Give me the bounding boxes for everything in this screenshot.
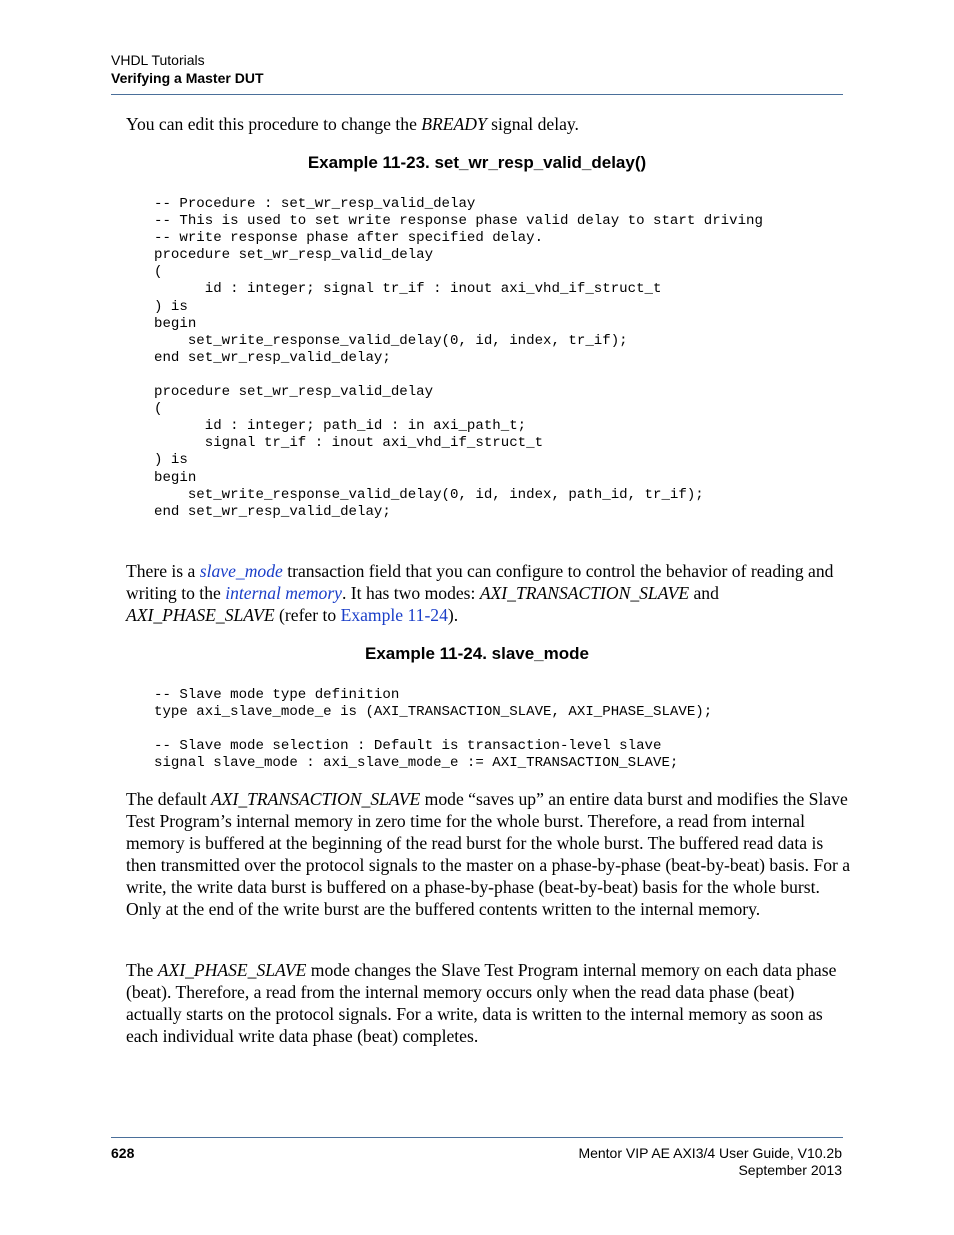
doc-title: Mentor VIP AE AXI3/4 User Guide, V10.2b <box>578 1145 842 1161</box>
header-subsection: Verifying a Master DUT <box>111 70 264 86</box>
intro-paragraph <box>126 113 851 135</box>
example-title-2: Example 11-24. slave_mode <box>365 644 589 663</box>
header-section: VHDL Tutorials <box>111 52 205 68</box>
slave-mode-link[interactable]: slave_mode <box>199 561 283 581</box>
footer-doc-info <box>578 1145 842 1179</box>
page-number: 628 <box>111 1145 135 1161</box>
text-run: mode changes the Slave Test Program internal memory on each data phase (beat). Therefore, a read from the internal memory occurs only when the read data phase (beat) actually starts on the protocol signals. For a write, data is written to the internal memory as soon as each individual write data phase (beat) completes. <box>126 960 837 1046</box>
text-run: There is a <box>126 561 200 581</box>
doc-date: September 2013 <box>738 1162 842 1178</box>
footer-divider <box>111 1137 843 1138</box>
phase-slave-paragraph <box>126 959 851 1047</box>
internal-memory-link[interactable]: internal memory <box>225 583 342 603</box>
text-run: ). <box>447 605 459 625</box>
text-run: and <box>689 583 719 603</box>
intro-text-end: signal delay. <box>486 114 579 134</box>
mode-term: AXI_TRANSACTION_SLAVE <box>479 583 690 603</box>
example-title-1: Example 11-23. set_wr_resp_valid_delay() <box>307 153 647 172</box>
intro-term: BREADY <box>421 114 487 134</box>
code-block-2: -- Slave mode type definition type axi_slave_mode_e is (AXI_TRANSACTION_SLAVE, AXI_PHASE_SLAVE); -- Slave mode selection : Default is transaction-level slave signal slave_mode : axi_slave_mode_e := AXI_TRANSACTION_SLAVE; <box>154 687 713 772</box>
text-run: mode “saves up” an entire data burst and modifies the Slave Test Program’s internal memory in zero time for the whole burst. Therefore, a read from internal memory is buffered at the beginning of the read burst for the whole burst. The buffered read data is then transmitted over the protocol signals to the master on a phase-by-phase (beat-by-beat) basis. For a write, the write data burst is buffered on a phase-by-phase (beat-by-beat) basis for the whole burst. Only at the end of the write burst are the buffered contents written to the internal memory. <box>126 789 851 919</box>
text-run: (refer to <box>274 605 341 625</box>
slave-mode-paragraph <box>126 560 851 626</box>
mode-term: AXI_PHASE_SLAVE <box>126 605 275 625</box>
text-run: . It has two modes: <box>342 583 480 603</box>
text-run: transaction field that you can configure to control the behavior of reading and writing to the <box>126 561 834 603</box>
example-11-24-link[interactable]: Example 11-24 <box>340 605 448 625</box>
code-block-1: -- Procedure : set_wr_resp_valid_delay -- This is used to set write response phase valid delay to start driving -- write response phase after specified delay. procedure set_wr_resp_valid_delay ( id : integer; signal tr_if : inout axi_vhd_if_struct_t ) is begin set_write_response_valid_delay(0, id, index, tr_if); end set_wr_resp_valid_delay; procedure set_wr_resp_valid_delay ( id : integer; path_id : in axi_path_t; signal tr_if : inout axi_vhd_if_struct_t ) is begin set_write_response_valid_delay(0, id, index, path_id, tr_if); end set_wr_resp_valid_delay; <box>154 196 763 520</box>
mode-term: AXI_PHASE_SLAVE <box>157 960 307 980</box>
text-run: The default <box>126 789 211 809</box>
intro-text: You can edit this procedure to change the <box>126 114 422 134</box>
header-divider <box>111 94 843 95</box>
transaction-slave-paragraph <box>126 788 851 920</box>
text-run: The <box>126 960 158 980</box>
mode-term: AXI_TRANSACTION_SLAVE <box>211 789 421 809</box>
